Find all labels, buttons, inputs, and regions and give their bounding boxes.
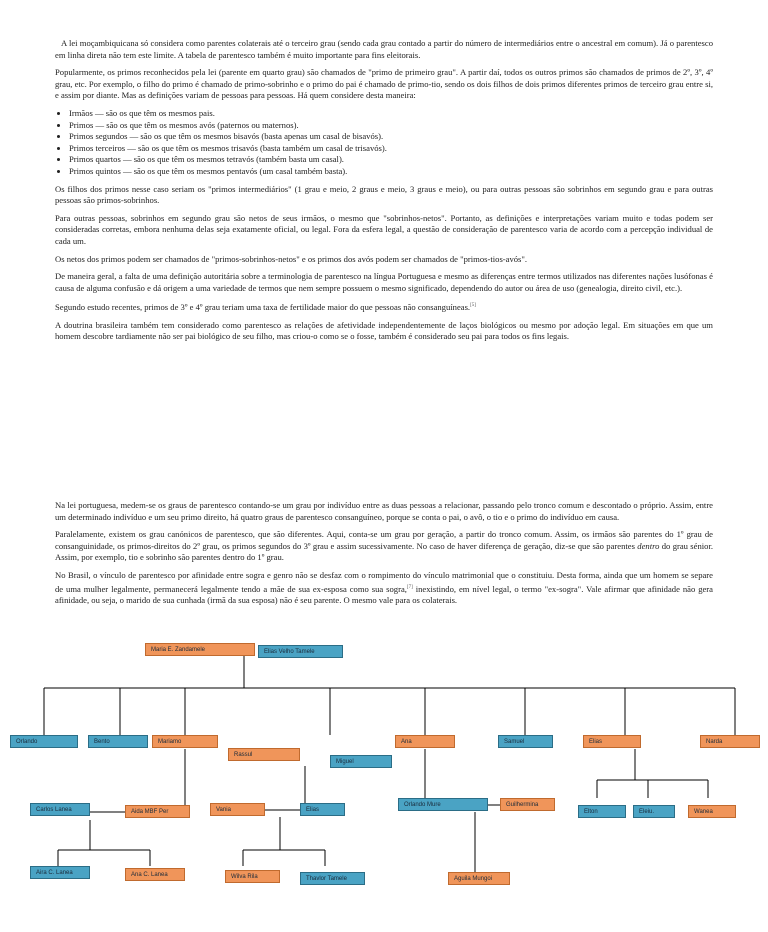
paragraph: Popularmente, os primos reconhecidos pela lei (parente em quarto grau) são chamados de "primo de primeiro grau". A partir daí, todos os outros primos são chamados de primos de 2º, 3º, 4º grau, etc. Por exemplo, o filho do primo é chamado de primo-sobrinho e o primo do pai é chamado de primo-tio, sendo os dois filhos de dois primos diferentes primos de terceiro grau entre si, e assim por diante. Mas as definições variam de pessoas para pessoas. Há quem considere desta maneira: [55,67,713,101]
person-box: Miguel [330,755,392,768]
paragraph: Na lei portuguesa, medem-se os graus de parentesco contando-se um grau por indivíduo entre as duas pessoas a relacionar, passando pelo tronco comum e descontado o próprio. Assim, entre um determinado indivíduo e um seu primo direito, há quatro graus de parentesco consanguíneo, porque se conta o pai, o avô, o tio e o primo do indivíduo em causa. [55,500,713,522]
person-box: Elias [583,735,641,748]
paragraph-text: do grau sénior. Assim, por exemplo, tio e sobrinho são parentes dentro do 1º grau. [55,540,713,563]
paragraph-text: Segundo estudo recentes, primos de 3º e 4º grau teriam uma taxa de fertilidade maior do que pessoas não consanguíneas. [55,302,471,313]
person-box: Samuel [498,735,553,748]
paragraph-text: inexistindo, em nível legal, o termo "ex-sogra". Vale afirmar que afinidade não gera afinidade, ou seja, o marido de sua cunhada (irmã da sua esposa) não é seu parente. O mesmo vale para os colaterais. [55,583,713,606]
person-box: Wilva Rila [225,870,280,883]
person-box: Wanea [688,805,736,818]
paragraph: Para outras pessoas, sobrinhos em segundo grau são netos de seus irmãos, o mesmo que "sobrinhos-netos". Portanto, as definições e interpretações variam muito e todas podem ser consideradas corretas, embora nenhuma delas seja exatamente oficial, ou legal. Fora da esfera legal, a questão de consideração de parentesco varia de acordo com a percepção individual de cada um. [55,212,713,246]
person-box: Elias Velho Tamele [258,645,343,658]
paragraph: A lei moçambiquicana só considera como parentes colaterais até o terceiro grau (sendo cada grau contado a partir do número de intermediários entre o ancestral em comum). Já o parentesco em linha direta não tem este limite. A tabela de parentesco também é muito importante para fins eleitorais. [55,38,713,60]
person-box: Vania [210,803,265,816]
person-box: Ana [395,735,455,748]
person-box: Guilhermina [500,798,555,811]
person-box: Elton [578,805,626,818]
reference-link[interactable]: [7] [406,584,413,590]
paragraph: Os netos dos primos podem ser chamados de "primos-sobrinhos-netos" e os primos dos avós podem ser chamados de "primos-tios-avós". [55,253,528,264]
person-box: Orlando [10,735,78,748]
emphasis-text: dentro [637,540,660,551]
person-box: Elias [300,803,345,816]
paragraph-text: No Brasil, o vínculo de parentesco por afinidade entre sogra e genro não se desfaz com o rompimento do vínculo matrimonial que o constituiu. Desta forma, ainda que um homem se separe de uma mulher legalmente, permanecerá legalmente tendo a mãe de sua ex-esposa como sua sogra, [55,569,713,594]
person-box: Orlando Mure [398,798,488,811]
person-box: Carlos Lanea [30,803,90,816]
person-box: Aira C. Lanea [30,866,90,879]
list-item: • Primos — são os que têm os mesmos avós (paternos ou maternos). [69,120,713,132]
list-item: • Primos quartos — são os que têm os mesmos tetravós (também basta um casal). [69,154,713,166]
list-item: • Primos terceiros — são os que têm os mesmos trisavós (basta também um casal de trisavós). [69,143,713,155]
list-item: • Primos quintos — são os que têm os mesmos pentavós (um casal também basta). [69,166,713,178]
person-box: Thavlor Tamele [300,872,365,885]
reference-link[interactable]: [5] [470,303,476,309]
list-item: • Primos segundos — são os que têm os mesmos bisavós (basta apenas um casal de bisavós). [69,131,713,143]
paragraph: A doutrina brasileira também tem considerado como parentesco as relações de afetividade independentemente de laços biológicos ou mesmo por adoção legal. Em situações em que um homem descobre tardiamente não ser pai biológico de seu filho, mas criou-o como se o fosse, também é considerado seu pai para todos os fins legais. [55,319,713,342]
person-box: Mariamo [152,735,218,748]
person-box: Eleiu. [633,805,675,818]
person-box: Ana C. Lanea [125,868,185,881]
person-box: Narda [700,735,760,748]
person-box: Maria E. Zandamele [145,643,255,656]
paragraph: De maneira geral, a falta de uma definição autoritária sobre a terminologia de parentesco na língua Portuguesa e mesmo as diferenças entre termos utilizados nas diferentes nações lusófonas é causa de alguma confusão e dá origem a uma variedade de termos que nem sempre possuem o mesmo significado, dependendo do autor ou área de uso (genealogia, direito civil, etc.). [55,271,713,293]
list-item: • Irmãos — são os que têm os mesmos pais. [69,108,713,120]
person-box: Bento [88,735,148,748]
person-box: Aida MBF Per [125,805,190,818]
person-box: Rassul [228,748,300,761]
person-box: Aguila Mungoi [448,872,510,885]
paragraph: Os filhos dos primos nesse caso seriam os "primos intermediários" (1 grau e meio, 2 graus e meio, 3 graus e meio), ou para outras pessoas são sobrinhos em segundo grau e para outras pessoas são primos-sobrinhos. [55,183,713,206]
paragraph-text: Paralelamente, existem os grau canónicos de parentesco, que são diferentes. Aqui, conta-se um grau por geração, a partir do tronco comum. Assim, os irmãos são parentes do 1º grau de consanguinidade, os primos-direitos do 2º grau, os primos segundos do 3º grau e assim sucessivamente. No caso de haver diferença de geração, diz-se que são parentes [55,529,713,551]
